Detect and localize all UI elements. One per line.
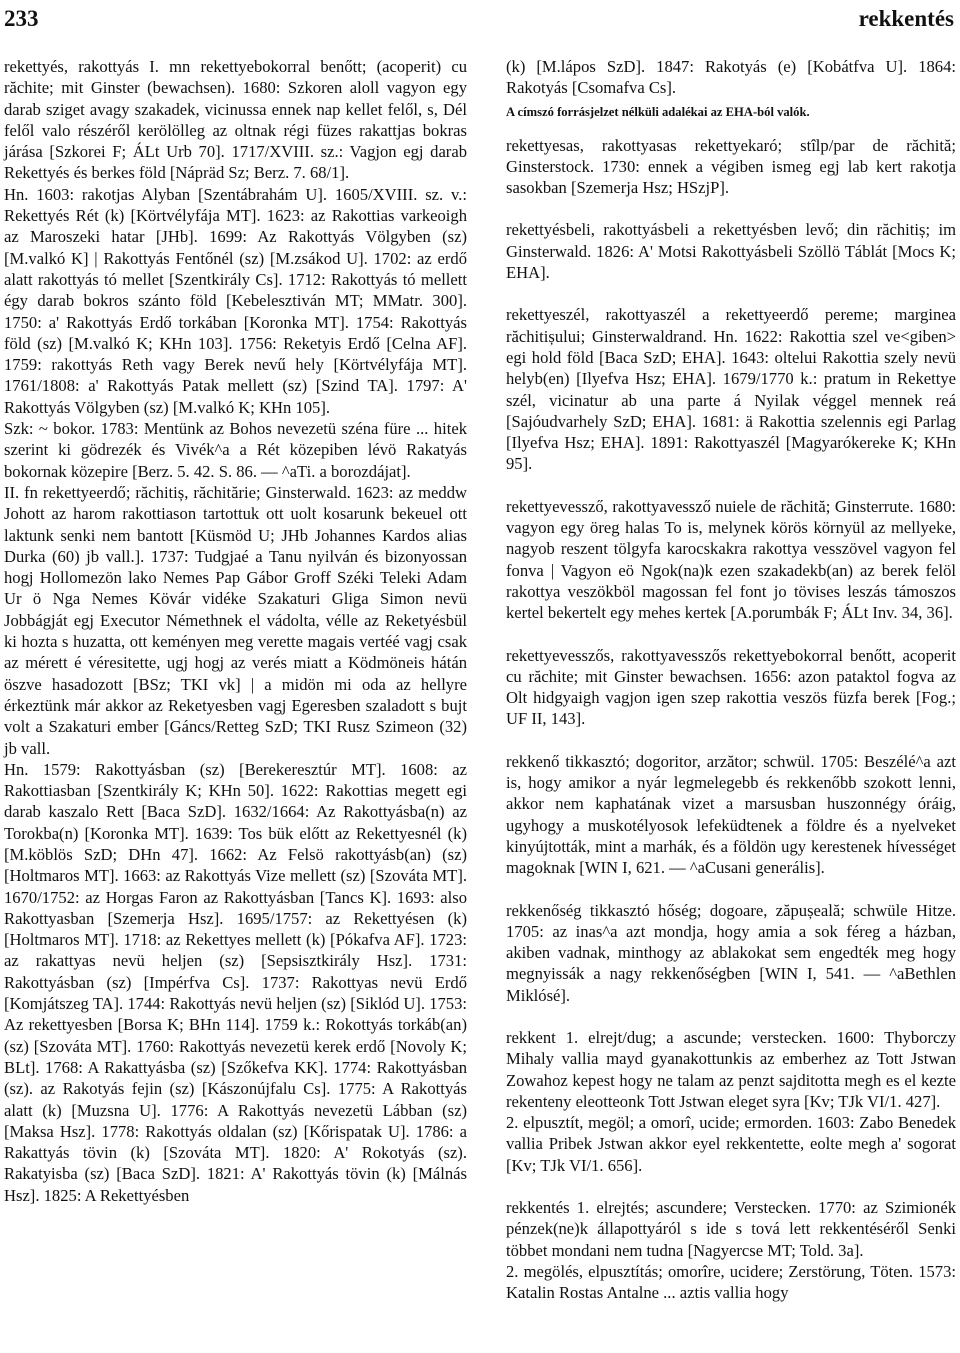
placenames-block-2: Hn. 1579: Rakottyásban (sz) [Berekeresztúr MT]. 1608: az Rakottiasban [Szentkirály K; KHn 50]. 1622: Rakottias megett egi darab kaszalo Rett [Baca SzD]. 1632/1664: Az Rakottyásba(n) az Torokba(n) [Koronka MT]. 1639: Tos bük előtt az Rekettyesnél (k) [M.köblös SzD; DHn 47]. 1662: Az Felsö rakottyásb(an) (sz) [Holtmaros MT]. 1663: az Rakottyás Vize mellett (sz) [Szováta MT]. 1670/1752: az Horgas Faron az Rakottyásban [Tancs K]. 1693: also Rakottyasban [Szemerja Hsz]. 1695/1757: az Rekettyésen (k) [Holtmaros MT]. 1718: az Rekettyes mellett (k) [Pókafva AF]. 1723: az rakattyas nevü heljen (sz) [Sepsisztkirály Hsz]. 1731: Rakottyásban (sz) [Impérfva Cs]. 1737: Rakottyas nevü Erdő [Komjátszeg TA]. 1744: Rakottyás nevü heljen (sz) [Siklód U]. 1753: Az rekettyesben [Borsa K; BHn 114]. 1759 k.: Rokottyás torkáb(an) (sz) [Szováta MT]. 1760: Rakottyás nevezetü kerek erdő [Novoly K; BLt]. 1768: A Rakattyásba (sz) [Szőkefva KK]. 1774: Rakottyásban (sz). az Rakotyás fejin (sz) [Kászonújfalu Cs]. 1775: A Rakottyás alatt (k) [Muzsna U]. 1776: A Rakottyás nevezetü Lábban (sz) [Maksa Hsz]. 1778: Rakottyás oldalan (sz) [Kőrispatak U]. 1786: a Rakattyás tövin (k) [Szováta MT]. 1820: A' Rokotyás (sz). Rakatyisba (sz) [Baca SzD]. 1821: A' Rakottyás tövin (k) [Málnás Hsz]. 1825: A Rekettyésben — [4, 759, 467, 1205]
placenames-continuation: (k) [M.lápos SzD]. 1847: Rakotyás (e) [Kobátfva U]. 1864: Rakotyás [Csomafva Cs]. — [506, 57, 956, 98]
entry-rekkentes-1: rekkentés 1. elrejtés; ascundere; Verstecken. 1770: az Szimionék pénzek(ne)k állapottyáról s ide s tová lett rekkentéséről Senki többet mondani nem tudna [Nagyercse MT; Told. 3a]. — [506, 1198, 956, 1260]
source-note: A címszó forrásjelzet nélküli adalékai az EHA-ból valók. — [506, 104, 810, 119]
szk-block: Szk: ~ bokor. 1783: Mentünk az Bohos nevezetü széna füre ... hitek szerint ki gödrezék és Vivék^a a Rét közepiben lévö Rakatyás bokornak közepire [Berz. 5. 42. S. 86. — ^aTi. a borozdájat]. — [4, 419, 467, 481]
right-column — [506, 56, 956, 1304]
entry-rekkent-2: 2. elpusztít, megöl; a omorî, ucide; ermorden. 1603: Zabo Benedek vallia Pribek Jstwan akkor eyel rekkentette, eolte megh a' sogorat [Kv; TJk VI/1. 656]. — [506, 1113, 956, 1175]
placenames-block-1: Hn. 1603: rakotjas Alyban [Szentábrahám U]. 1605/XVIII. sz. v.: Rekettyés Rét (k) [Körtvélyfája MT]. 1623: az Rakottias varkeoigh az Maroszeki hatar [JHb]. 1699: Az Rakottyás Völgyben (sz) [M.valkó K] | Rakottyás Fentőnél (sz) [M.zsákod U]. 1702: az erdő alatt rakottyás tó mellet [Szentkirály Cs]. 1712: Rakottyás tó mellett égy darab bokros szánto föld [Kebelesztiván MT; MMatr. 300]. 1750: a' Rakottyás Erdő torkában [Koronka MT]. 1754: Rakottyás föld (sz) [M.valkó K; KHn 103]. 1756: Reketyis Erdő [Celna AF]. 1759: rakottyás Reth vagy Berek nevű hely [Körtvélyfája MT]. 1761/1808: a' Rakottyás Patak mellett (sz) [Szind TA]. 1797: A' Rakottyás Völgyben (sz) [M.valkó K; KHn 105]. — [4, 184, 467, 417]
entry-rekkent-1: rekkent 1. elrejt/dug; a ascunde; verstecken. 1600: Thyborczy Mihaly vallia mayd gyanakottunkis az emberhez az Tott Jstwan Zowahoz kepest hogy ne talam az penzt sajditotta megh es el kezte rekenteny eleotteonk Tott Jstwan eleget syra [Kv; TJk VI/1. 427]. — [506, 1027, 956, 1111]
entry-rekettyesas: rekettyesas, rakottyasas rekettyekaró; stîlp/par de răchită; Ginsterstock. 1730: ennek a végiben ismeg egj lab kert rakotja sasokban [Szemerja Hsz; HSzjP]. — [506, 135, 956, 198]
entry-rekettyes-rakottyas-I: rekettyés, rakottyás I. mn rekettyebokorral benőtt; (acoperit) cu răchite; mit Ginster (bewachsen). 1680: Szkoren aloll vagyon egy darab sziget avagy szakadek, vicinussa ennek nap kellet felől, s, Dél felől valo részéről kerölölleg az oltnak régi füzes rakattjas bokras járása [Szkorei F; ÁLt Urb 70]. 1717/XVIII. sz.: Vagjon egj darab Rekettyés és berkes föld [Nápräd Sz; Berz. 7. 68/1]. — [4, 57, 467, 183]
entry-rekettyevesszos: rekettyevesszős, rakottyavesszős rekettyebokorral benőtt, acoperit cu răchite; mit Ginster bewachsen. 1656: azon pataktol fogva az Olt hidgyaigh vagjon igen szep rakottia veszös füzfa berek [Fog.; UF II, 143]. — [506, 645, 956, 729]
entry-rekkenoseg: rekkenőség tikkasztó hőség; dogoare, zăpușeală; schwüle Hitze. 1705: az inas^a azt mondja, hogy amia a sok féreg a házban, akiben vadnak, minthogy az ablakokat sem engedték meg hogy megnyissák a nagy rekkenőségben [WIN I, 541. — ^aBethlen Miklósé]. — [506, 900, 956, 1005]
page-number: 233 — [4, 6, 39, 31]
entry-rekkeno: rekkenő tikkasztó; dogoritor, arzător; schwül. 1705: Beszélé^a azt is, hogy amikor a nyár legmelegebb és rekkenőbb szokott lenni, akkor nem kaphatának vizet a marsusban huszonnégy óráig, ugyhogy a muskotélyosok lefeküdtenek a földre és a nyelveket kinyújtották, mint a marhák, és a földön ugy kerestenek hívességet magoknak [WIN I, 621. — ^aCusani generális]. — [506, 751, 956, 878]
entry-rekettyeszel: rekettyeszél, rakottyaszél a rekettyeerdő pereme; marginea răchitișului; Ginsterwaldrand. Hn. 1622: Rakottia szel ve<giben> egi hold föld [Baca SzD; EHA]. 1643: oltelui Rakottia szely nevü helyb(en) [Ilyefva Hsz; EHA]. 1679/1770 k.: pratum in Rekettye szél, vicinatur ab una parte á Nyilak véggel mennek reá [Sajóudvarhely SzD; EHA]. 1681: ä Rakottia szelennis egi Parlag [Ilyefva Hsz; EHA]. 1891: Rakottyaszél [Magyarókereke K; KHn 95]. — [506, 305, 956, 474]
entry-rekettyes-rakottyas-II: II. fn rekettyeerdő; răchitiș, răchitărie; Ginsterwald. 1623: az meddw Johott az harom rakottiason tartottuk ott uolt kosarunk bekeuel ott laktunk senki nem bantott [Küsmöd U; JHb Johannes Kardos alias Durka (60) jb vall.]. 1737: Tudgjaé a Tanu nyilván és bizonyossan hogj Hollomezön lako Nemes Pap Gábor Groff Széki Teleki Adam Ur ö Nga Nemes Kövár vidéke Szakaturi Gliga Simon nevü Jobbágját egj Executor Némethnek el vádolta, vélle az Reketyésbül ki hozta s huzatta, ott keményen meg verette magais vertéé vagj csak az mérett é véresitette, ugj hogj az verés miatt a Ködmöneis hátán öszve hasadozott [BSz; TKI vk] | a midön mi oda az hellyre érkeztünk már akkor az Reketyesben vagj Egeresben szaladott s bujt volt a Szakaturi ember [Gáncs/Retteg SzD; TKI Rusz Szimeon (32) jb vall. — [4, 482, 467, 758]
entry-rekettyesbeli: rekettyésbeli, rakottyásbeli a rekettyésben levő; din răchitiș; im Ginsterwald. 1826: A' Motsi Rakottyásbeli Szöllö Táblát [Mocs K; EHA]. — [506, 220, 956, 283]
page-header — [0, 6, 960, 34]
left-column — [4, 56, 467, 1206]
entry-rekkentes-2: 2. megölés, elpusztítás; omorîre, ucidere; Zerstörung, Töten. 1573: Katalin Rostas Antalne ... aztis vallia hogy — [506, 1261, 956, 1303]
running-head: rekkentés — [858, 6, 954, 31]
entry-rekettyevesszo: rekettyevessző, rakottyavessző nuiele de răchită; Ginsterrute. 1680: vagyon egy öreg halas To is, melynek körös környül az mellyeke, nagyob reszent tölgyfa karocskakra rakottya vesszövel vagyon fel fonva | Vagyon eö Ngok(na)k ezen szakadekb(an) az berek felöl rakottya veszökböl magossan fel font jo tövises leszás támoszos kertel bekertelt egy mehes kertek [A.porumbák F; ÁLt Inv. 34, 36]. — [506, 496, 956, 623]
